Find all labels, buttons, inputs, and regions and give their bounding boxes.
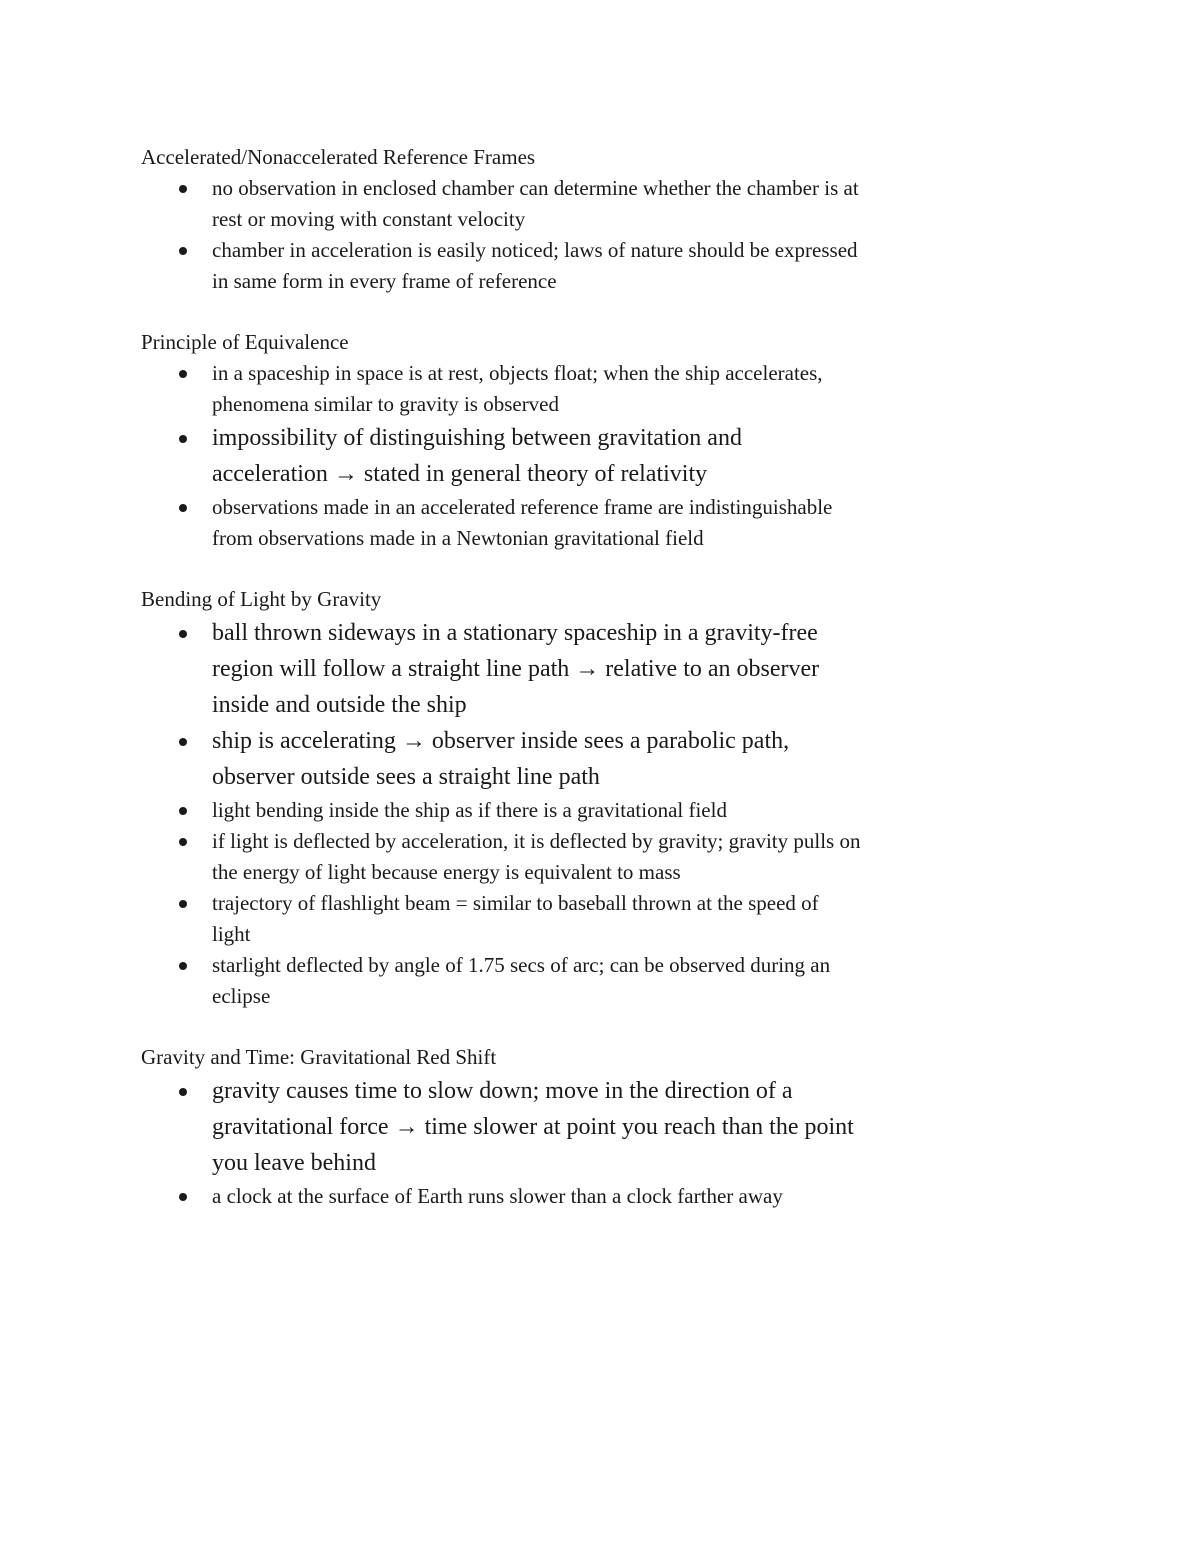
- bullet-list: [141, 358, 861, 554]
- section-equivalence: [141, 327, 861, 554]
- bullet-dot-icon: [179, 370, 187, 378]
- bullet-text: observations made in an accelerated reference frame are indistinguishable from observations made in a Newtonian gravitational field: [212, 495, 833, 550]
- bullet-item: [141, 492, 861, 554]
- bullet-dot-icon: [179, 738, 187, 746]
- bullet-dot-icon: [179, 962, 187, 970]
- bullet-text: starlight deflected by angle of 1.75 secs of arc; can be observed during an eclipse: [212, 953, 831, 1008]
- bullet-dot-icon: [179, 247, 187, 255]
- bullet-text: chamber in acceleration is easily noticed; laws of nature should be expressed in same form in every frame of reference: [212, 238, 858, 293]
- notes-page: [141, 142, 861, 1242]
- bullet-text: a clock at the surface of Earth runs slower than a clock farther away: [212, 1184, 783, 1208]
- bullet-item: [141, 950, 861, 1012]
- bullet-dot-icon: [179, 185, 187, 193]
- bullet-item: [141, 1073, 861, 1181]
- bullet-dot-icon: [179, 504, 187, 512]
- bullet-text: no observation in enclosed chamber can determine whether the chamber is at rest or moving with constant velocity: [212, 176, 859, 231]
- bullet-list: [141, 615, 861, 1012]
- bullet-dot-icon: [179, 1193, 187, 1201]
- bullet-text: trajectory of flashlight beam = similar to baseball thrown at the speed of light: [212, 891, 819, 946]
- bullet-item: [141, 795, 861, 826]
- bullet-dot-icon: [179, 630, 187, 638]
- bullet-text: gravity causes time to slow down; move in the direction of a gravitational force → time slower at point you reach than the point you leave behind: [212, 1078, 854, 1176]
- bullet-dot-icon: [179, 838, 187, 846]
- bullet-list: [141, 173, 861, 297]
- bullet-list: [141, 1073, 861, 1212]
- bullet-text: in a spaceship in space is at rest, objects float; when the ship accelerates, phenomena similar to gravity is observed: [212, 361, 823, 416]
- bullet-item: [141, 358, 861, 420]
- bullet-dot-icon: [179, 807, 187, 815]
- section-heading: Bending of Light by Gravity: [141, 587, 382, 611]
- section-heading: Gravity and Time: Gravitational Red Shift: [141, 1045, 497, 1069]
- bullet-dot-icon: [179, 900, 187, 908]
- bullet-text: if light is deflected by acceleration, it is deflected by gravity; gravity pulls on the energy of light because energy is equivalent to mass: [212, 829, 861, 884]
- bullet-dot-icon: [179, 1088, 187, 1096]
- bullet-text: ship is accelerating → observer inside sees a parabolic path, observer outside sees a straight line path: [212, 728, 790, 790]
- section-bending-light: [141, 584, 861, 1012]
- bullet-text: impossibility of distinguishing between gravitation and acceleration → stated in general theory of relativity: [212, 425, 742, 487]
- bullet-text: ball thrown sideways in a stationary spaceship in a gravity-free region will follow a straight line path → relative to an observer inside and outside the ship: [212, 620, 820, 718]
- bullet-item: [141, 888, 861, 950]
- bullet-item: [141, 723, 861, 795]
- bullet-item: [141, 826, 861, 888]
- bullet-dot-icon: [179, 435, 187, 443]
- bullet-item: [141, 615, 861, 723]
- section-reference-frames: [141, 142, 861, 297]
- bullet-item: [141, 235, 861, 297]
- section-heading: Accelerated/Nonaccelerated Reference Frames: [141, 145, 536, 169]
- bullet-item: [141, 173, 861, 235]
- bullet-item: [141, 1181, 861, 1212]
- bullet-item: [141, 420, 861, 492]
- section-gravity-time: [141, 1042, 861, 1212]
- section-heading: Principle of Equivalence: [141, 330, 349, 354]
- bullet-text: light bending inside the ship as if there is a gravitational field: [212, 798, 727, 822]
